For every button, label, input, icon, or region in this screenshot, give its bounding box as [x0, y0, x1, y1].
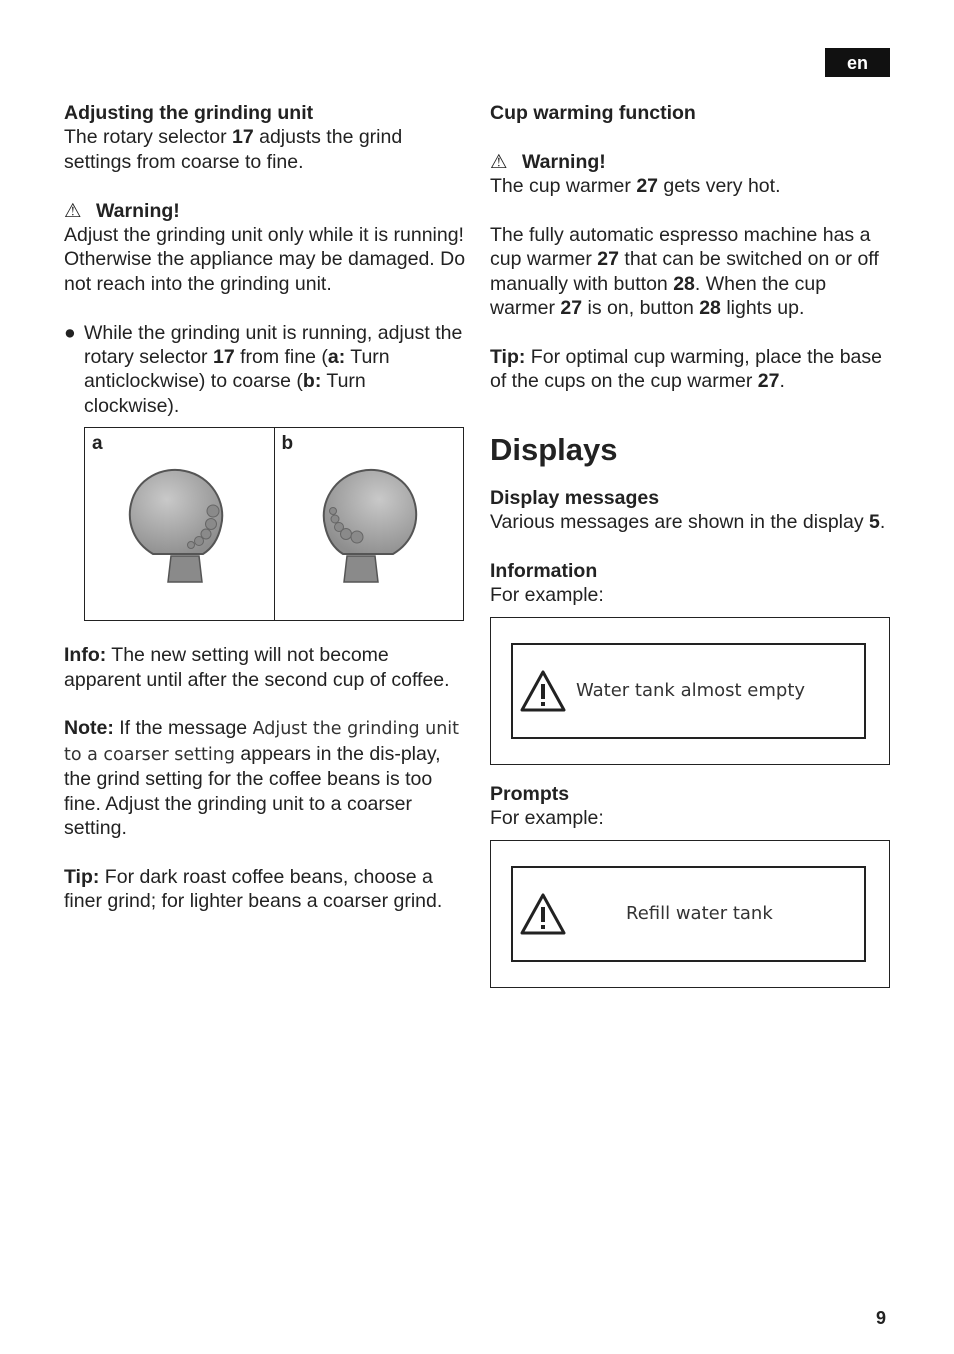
information-text: For example: [490, 584, 604, 607]
bullet-icon: ● [64, 321, 76, 344]
cup-warmer-description: The fully automatic espresso machine has a cup warmer 27 that can be switched on or off manually with button 28. When the cup warmer 27 is on, button 28 lights up. [490, 224, 879, 320]
warning-text: Adjust the grinding unit only while it is running! Otherwise the appliance may be damaged. Do not reach into the grinding unit. [64, 224, 466, 295]
list-item: ● While the grinding unit is running, adjust the rotary selector 17 from fine (a: Turn anticlockwise) to coarse (b: Turn clockwise). [64, 321, 463, 417]
warning-heading: ⚠ Warning! [490, 150, 606, 173]
displays-heading: Displays [490, 431, 618, 467]
display-messages-title: Display messages [490, 486, 660, 509]
rotary-selector-figure [84, 427, 464, 621]
warning-text: The cup warmer 27 gets very hot. [490, 175, 781, 198]
prompts-display-box [490, 840, 890, 988]
right-column [490, 101, 892, 988]
rotary-selector-clockwise-icon [313, 464, 423, 594]
information-title: Information [490, 560, 598, 583]
warning-triangle-icon [519, 669, 567, 713]
information-display-screen [511, 643, 866, 739]
figure-label-a: a [92, 433, 103, 455]
display-messages-text: Various messages are shown in the display 5. [490, 511, 886, 534]
left-column [64, 101, 466, 914]
language-tab: en [825, 48, 890, 77]
figure-label-b: b [281, 433, 294, 455]
grinding-intro: The rotary selector 17 adjusts the grind settings from coarse to fine. [64, 126, 403, 173]
grinding-title: Adjusting the grinding unit [64, 102, 314, 124]
warning-icon: ⚠ [490, 150, 508, 173]
warning-triangle-icon [519, 892, 567, 936]
information-display-text: Water tank almost empty [576, 679, 806, 701]
note-paragraph: Note: If the message Adjust the grinding unit to a coarser setting appears in the dis-play, the grind setting for the coffee beans is too fine. Adjust the grinding unit to a coarser setting. [64, 717, 460, 840]
tip-paragraph: Tip: For optimal cup warming, place the base of the cups on the cup warmer 27. [490, 346, 882, 393]
prompts-text: For example: [490, 807, 604, 830]
information-display-box [490, 617, 890, 765]
prompts-title: Prompts [490, 782, 570, 805]
tip-paragraph: Tip: For dark roast coffee beans, choose a finer grind; for lighter beans a coarser grind. [64, 865, 443, 913]
warning-heading: ⚠ Warning! [64, 199, 180, 222]
prompts-display-text: Refill water tank [626, 902, 773, 924]
cup-warming-title: Cup warming function [490, 102, 696, 124]
figure-panel-b [274, 428, 464, 620]
warning-icon: ⚠ [64, 199, 82, 222]
prompts-display-screen [511, 866, 866, 962]
info-note: Info: The new setting will not become apparent until after the second cup of coffee. [64, 644, 450, 691]
page-number: 9 [876, 1308, 887, 1328]
rotary-selector-anticlockwise-icon [123, 464, 233, 594]
figure-panel-a [85, 428, 274, 620]
